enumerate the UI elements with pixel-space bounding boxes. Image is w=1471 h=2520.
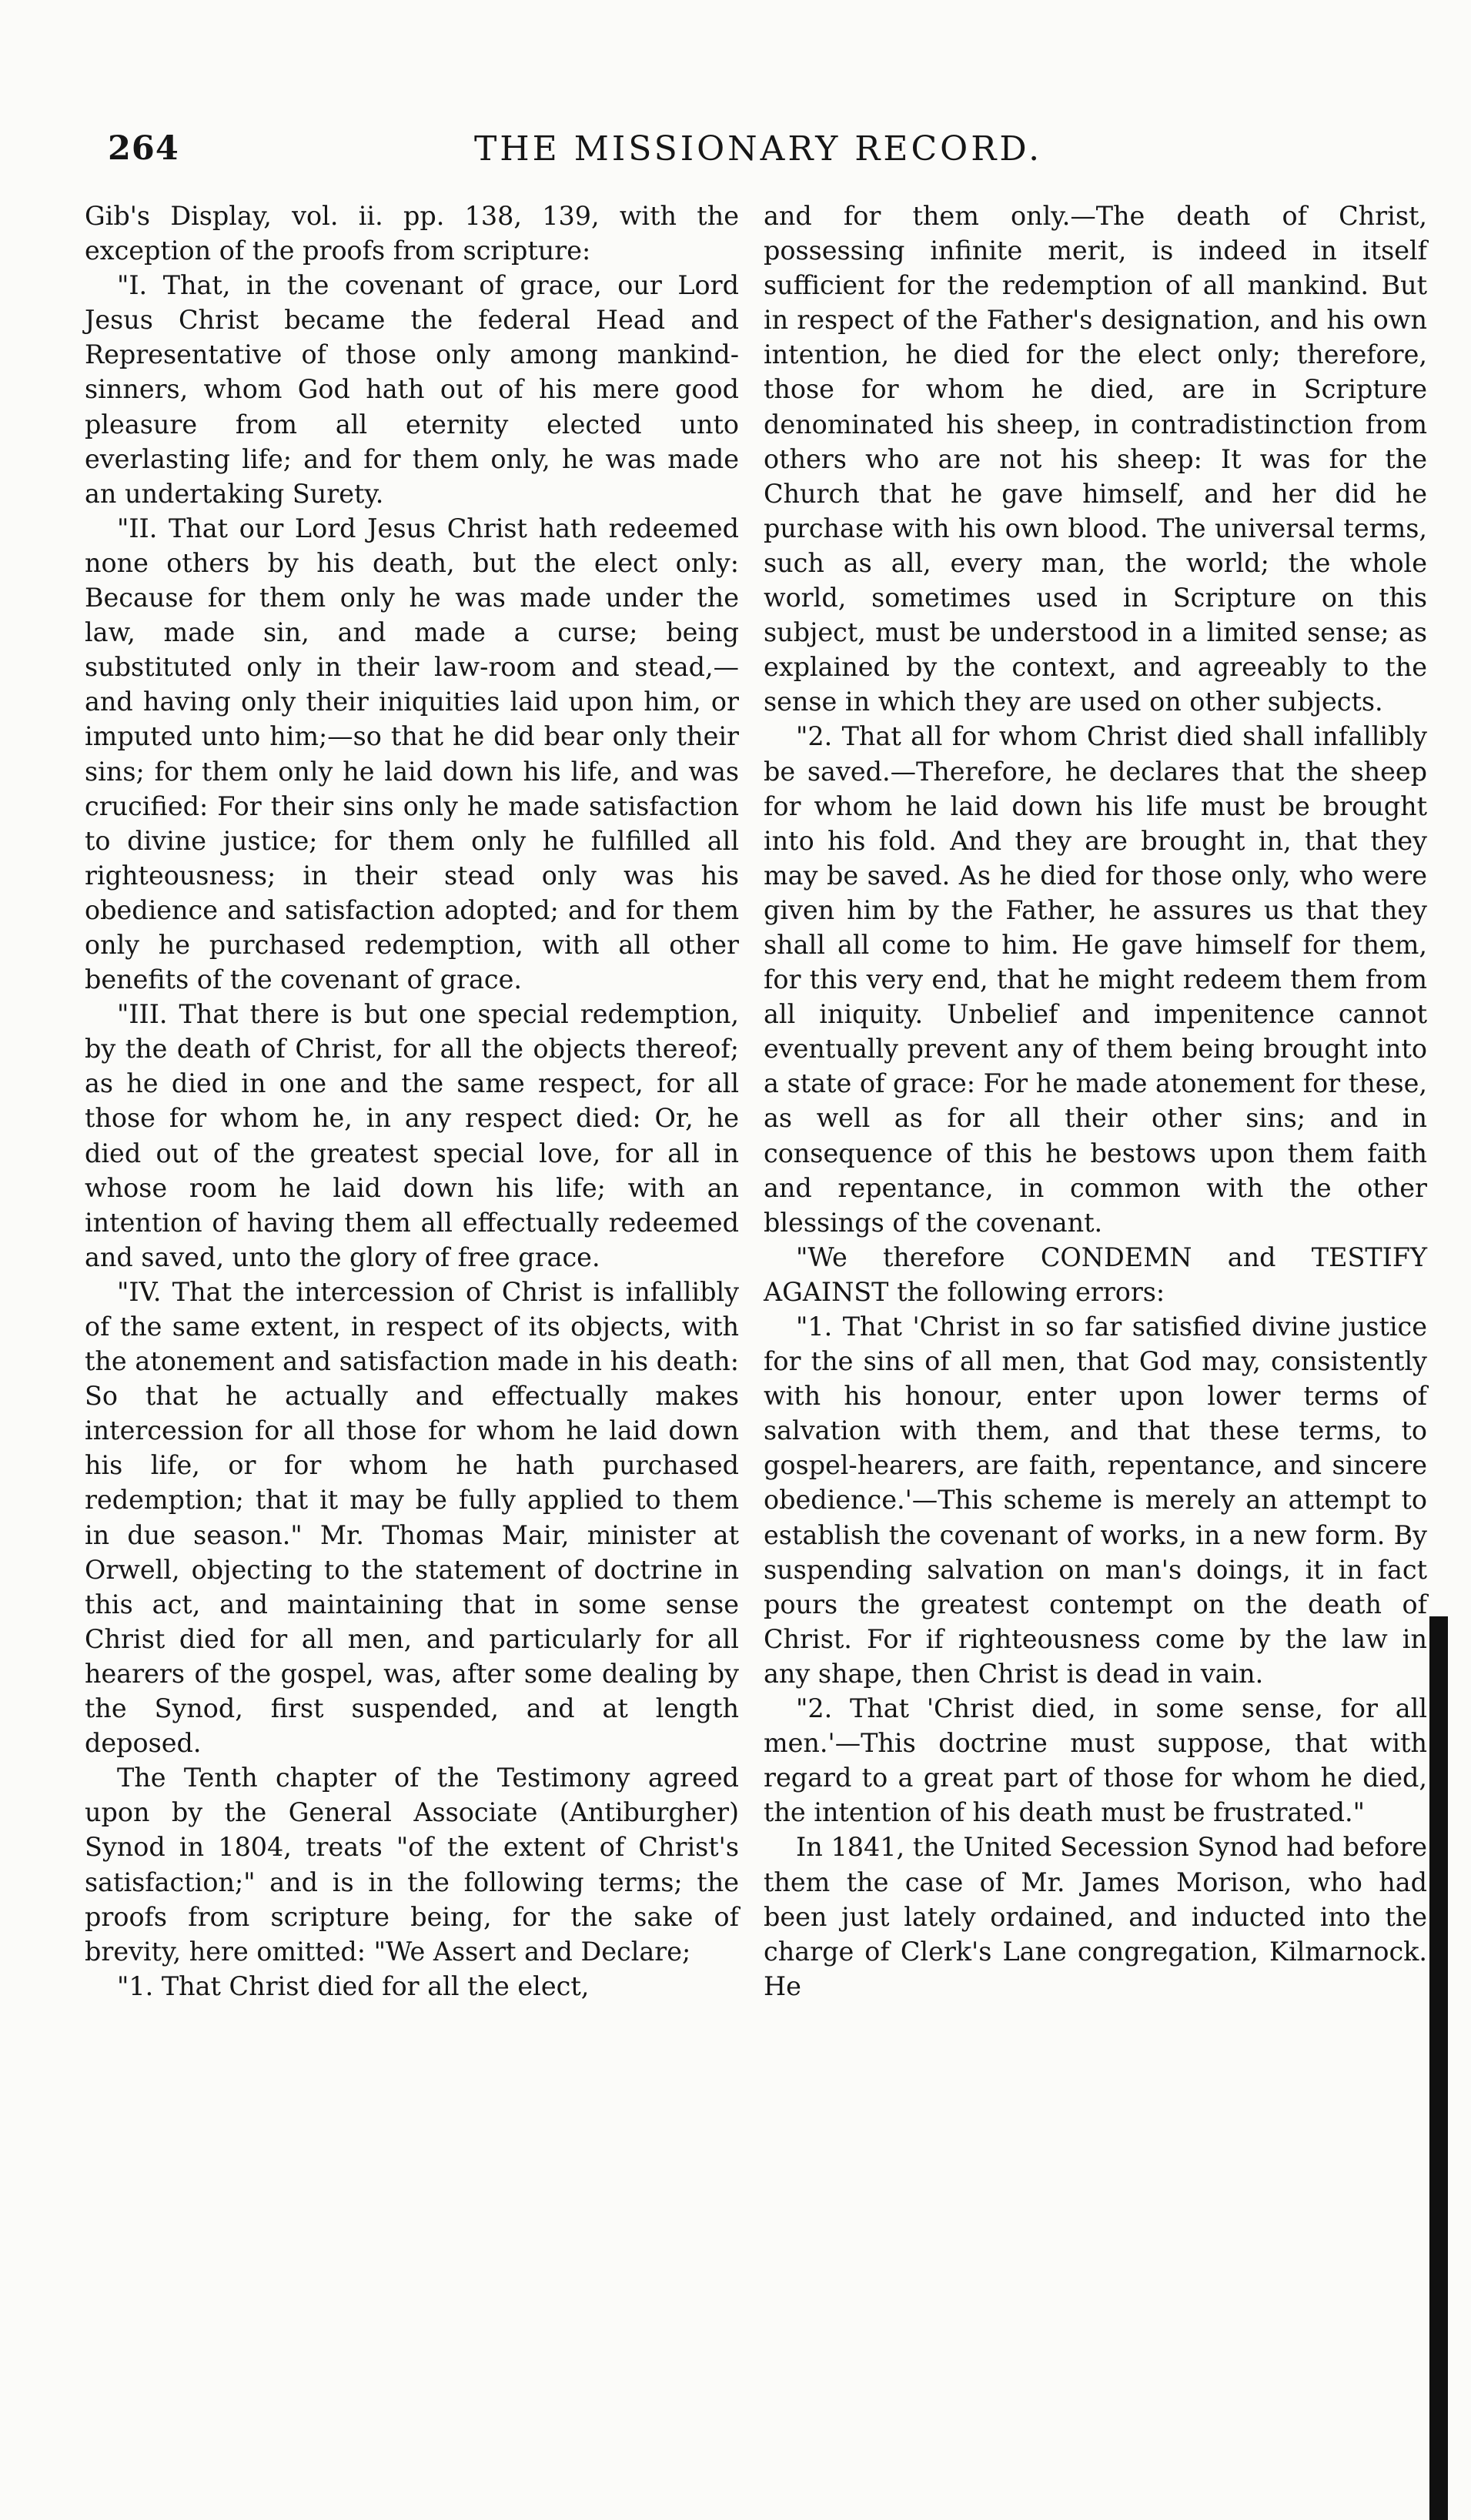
right-column: [764, 199, 1427, 2004]
paragraph: "IV. That the intercession of Christ is infallibly of the same extent, in respect of its objects, with the atonement and satisfaction made in his death: So that he actually and effectually makes intercession for all those for whom he laid down his life, or for whom he hath purchased redemption; that it may be fully applied to them in due season." Mr. Thomas Mair, minister at Orwell, objecting to the statement of doctrine in this act, and maintaining that in some sense Christ died for all men, and particularly for all hearers of the gospel, was, after some dealing by the Synod, first suspended, and at length deposed.: [85, 1276, 739, 1759]
page-number: 264: [108, 129, 179, 168]
paragraph: and for them only.—The death of Christ, possessing infinite merit, is indeed in itself sufficient for the redemption of all mankind. But in respect of the Father's designation, and his own intention, he died for the elect only; therefore, those for whom he died, are in Scripture denominated his sheep, in contradistinction from others who are not his sheep: It was for the Church that he gave himself, and her did he purchase with his own blood. The universal terms, such as all, every man, the world; the whole world, sometimes used in Scripture on this subject, must be understood in a limited sense; as explained by the context, and agreeably to the sense in which they are used on other subjects.: [764, 201, 1427, 717]
left-column: [85, 199, 739, 2004]
scan-edge-bar: [1429, 1616, 1448, 2520]
paragraph: Gib's Display, vol. ii. pp. 138, 139, with the exception of the proofs from scripture:: [85, 201, 739, 266]
paragraph: "I. That, in the covenant of grace, our Lord Jesus Christ became the federal Head and Representative of those only among mankind-sinners, whom God hath out of his mere good pleasure from all eternity elected unto everlasting life; and for them only, he was made an undertaking Surety.: [85, 270, 739, 509]
running-head: THE MISSIONARY RECORD.: [473, 129, 1043, 169]
page-header: [108, 129, 1409, 183]
paragraph: "II. That our Lord Jesus Christ hath redeemed none others by his death, but the elect only: Because for them only he was made under the law, made sin, and made a curse; being substituted only in their law-room and stead,—and having only their iniquities laid upon him, or imputed unto him;—so that he did bear only their sins; for them only he laid down his life, and was crucified: For their sins only he made satisfaction to divine justice; for them only he fulfilled all righteousness; in their stead only was his obedience and satisfaction adopted; and for them only he purchased redemption, with all other benefits of the covenant of grace.: [85, 513, 739, 995]
paragraph: "We therefore CONDEMN and TESTIFY AGAINST the following errors:: [764, 1242, 1427, 1307]
paragraph: "2. That 'Christ died, in some sense, for all men.'—This doctrine must suppose, that with regard to a great part of those for whom he died, the intention of his death must be frustrated.": [764, 1693, 1427, 1828]
paragraph: "III. That there is but one special redemption, by the death of Christ, for all the objects thereof; as he died in one and the same respect, for all those for whom he, in any respect died: Or, he died out of the greatest special love, for all in whose room he laid down his life; with an intention of having them all effectually redeemed and saved, unto the glory of free grace.: [85, 999, 739, 1272]
paragraph: "1. That Christ died for all the elect,: [117, 1970, 590, 2001]
paragraph: The Tenth chapter of the Testimony agreed upon by the General Associate (Antiburgher) Synod in 1804, treats "of the extent of Christ's satisfaction;" and is in the following terms; the proofs from scripture being, for the sake of brevity, here omitted: "We Assert and Declare;: [85, 1763, 739, 1967]
paragraph: In 1841, the United Secession Synod had before them the case of Mr. James Morison, who had been just lately ordained, and inducted into the charge of Clerk's Lane congregation, Kilmarnock. He: [764, 1832, 1427, 2001]
paragraph: "1. That 'Christ in so far satisfied divine justice for the sins of all men, that God may, consistently with his honour, enter upon lower terms of salvation with them, and that these terms, to gospel-hearers, are faith, repentance, and sincere obedience.'—This scheme is merely an attempt to establish the covenant of works, in a new form. By suspending salvation on man's doings, it in fact pours the greatest contempt on the death of Christ. For if righteousness come by the law in any shape, then Christ is dead in vain.: [764, 1312, 1427, 1689]
paragraph: "2. That all for whom Christ died shall infallibly be saved.—Therefore, he declares that the sheep for whom he laid down his life must be brought into his fold. And they are brought in, that they may be saved. As he died for those only, who were given him by the Father, he assures us that they shall all come to him. He gave himself for them, for this very end, that he might redeem them from all iniquity. Unbelief and impenitence cannot eventually prevent any of them being brought into a state of grace: For he made atonement for these, as well as for all their other sins; and in consequence of this he bestows upon them faith and repentance, in common with the other blessings of the covenant.: [764, 721, 1427, 1238]
